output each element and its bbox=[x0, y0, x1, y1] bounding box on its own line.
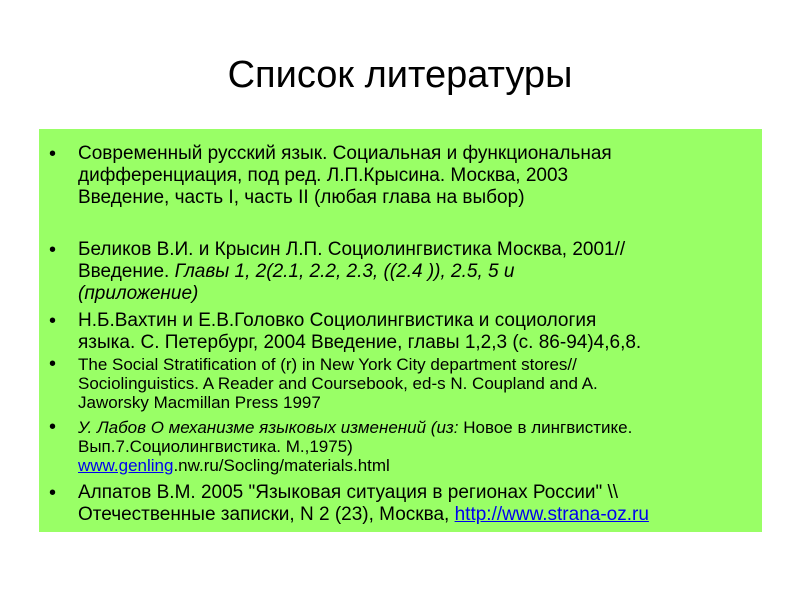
bibliography-list bbox=[39, 129, 762, 532]
list-item-text: У. Лабов О механизме языковых изменений (из: Новое в лингвистике. Вып.7.Социолингвистика. М.,1975) www.genling.nw.ru/Socling/materials.html bbox=[78, 418, 633, 475]
bullet-icon: • bbox=[49, 416, 57, 438]
bullet-icon: • bbox=[49, 310, 57, 332]
bullet-icon: • bbox=[49, 143, 57, 165]
bullet-icon: • bbox=[49, 353, 57, 375]
slide-title: Список литературы bbox=[227, 54, 573, 96]
strana-oz-link[interactable]: http://www.strana-oz.ru bbox=[454, 504, 649, 525]
bullet-icon: • bbox=[49, 239, 57, 261]
bullet-icon: • bbox=[49, 482, 57, 504]
list-item-text: Н.Б.Вахтин и Е.В.Головко Социолингвистика и социология языка. С. Петербург, 2004 Введение, главы 1,2,3 (с. 86-94)4,6,8. bbox=[78, 310, 642, 353]
list-item-text: Беликов В.И. и Крысин Л.П. Социолингвистика Москва, 2001// Введение. Главы 1, 2(2.1, 2.2, 2.3, ((2.4 )), 2.5, 5 и (приложение) bbox=[78, 239, 626, 304]
genling-link[interactable]: www.genling bbox=[78, 456, 174, 475]
list-item-text: Современный русский язык. Социальная и функциональная дифференциация, под ред. Л.П.Крысина. Москва, 2003 Введение, часть I, часть II (любая глава на выбор) bbox=[78, 143, 612, 208]
list-item-text: The Social Stratification of (r) in New York City department stores// Sociolinguistics. A Reader and Coursebook, ed-s N. Coupland and A. Jaworsky Macmillan Press 1997 bbox=[78, 355, 598, 412]
list-item-text: Алпатов В.М. 2005 "Языковая ситуация в регионах России" \\ Отечественные записки, N 2 (23), Москва, http://www.strana-oz.ru bbox=[78, 482, 649, 525]
